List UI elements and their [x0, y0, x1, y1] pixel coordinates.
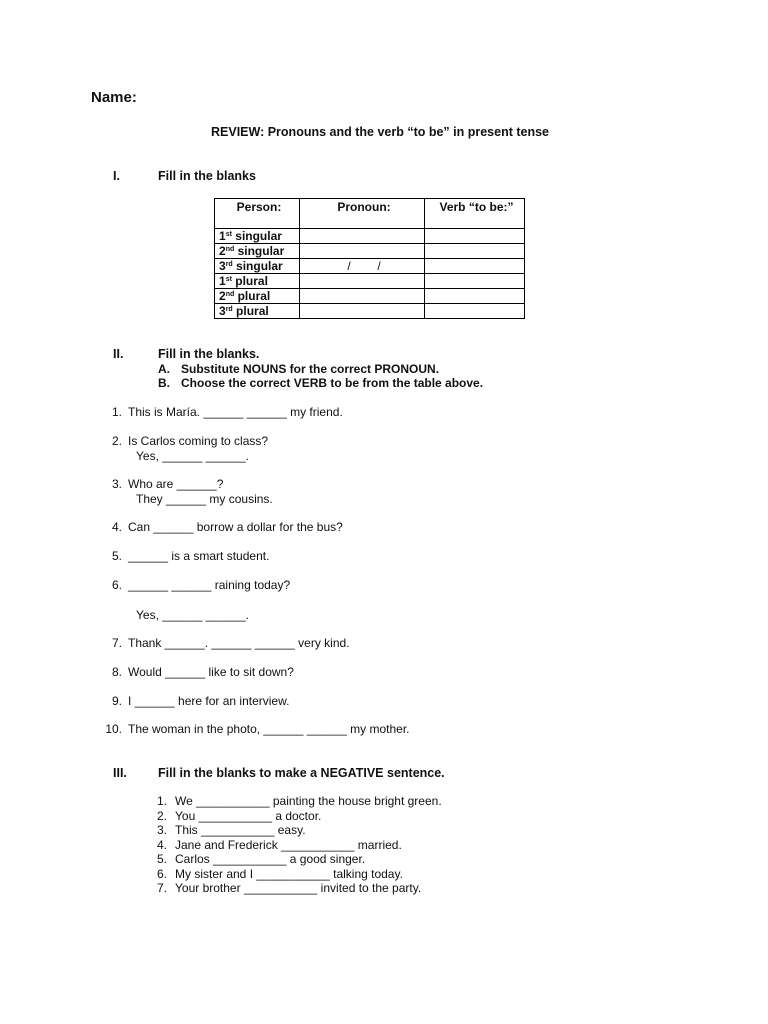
table-row [215, 289, 525, 304]
pronoun-cell[interactable] [300, 229, 425, 244]
table-row [215, 259, 525, 274]
table-header-row [215, 199, 525, 229]
table-row [215, 244, 525, 259]
section-2-title: Fill in the blanks. [158, 347, 260, 361]
question-6: 6. ______ ______ raining today? [111, 578, 291, 592]
negative-item-4: 4. Jane and Frederick ___________ married. [156, 838, 402, 852]
negative-item-3: 3. This ___________ easy. [156, 823, 306, 837]
person-cell: 3rd singular [215, 259, 300, 274]
question-1: 1. This is María. ______ ______ my friend. [111, 405, 343, 419]
question-8: 8. Would ______ like to sit down? [111, 665, 294, 679]
pronoun-cell[interactable] [300, 289, 425, 304]
header-pronoun: Pronoun: [300, 199, 425, 229]
verb-cell[interactable] [425, 304, 525, 319]
header-verb: Verb “to be:” [425, 199, 525, 229]
question-7: 7. Thank ______. ______ ______ very kind. [111, 636, 350, 650]
verb-cell[interactable] [425, 289, 525, 304]
negative-item-2: 2. You ___________ a doctor. [156, 809, 322, 823]
question-5: 5. ______ is a smart student. [111, 549, 270, 563]
question-3-line-2: They ______ my cousins. [136, 492, 273, 506]
verb-cell[interactable] [425, 229, 525, 244]
question-2-line-2: Yes, ______ ______. [136, 449, 249, 463]
header-person: Person: [215, 199, 300, 229]
page-title: REVIEW: Pronouns and the verb “to be” in present tense [211, 125, 550, 139]
verb-cell[interactable] [425, 244, 525, 259]
pronoun-cell[interactable] [300, 244, 425, 259]
table-row [215, 229, 525, 244]
person-cell: 1st plural [215, 274, 300, 289]
section-3-title: Fill in the blanks to make a NEGATIVE sentence. [158, 766, 445, 780]
question-9: 9. I ______ here for an interview. [111, 694, 290, 708]
negative-item-1: 1. We ___________ painting the house bright green. [156, 794, 442, 808]
negative-item-7: 7. Your brother ___________ invited to the party. [156, 881, 422, 895]
pronoun-cell[interactable] [300, 274, 425, 289]
person-cell: 1st singular [215, 229, 300, 244]
negative-item-5: 5. Carlos ___________ a good singer. [156, 852, 366, 866]
pronoun-cell[interactable]: / / [300, 259, 425, 274]
section-2-number: II. [113, 347, 124, 361]
question-6-line-2: Yes, ______ ______. [136, 608, 249, 622]
section-2-subitem-b: B. Choose the correct VERB to be from the table above. [158, 376, 484, 390]
table-row [215, 304, 525, 319]
section-1-title: Fill in the blanks [158, 169, 256, 183]
question-10: 10. The woman in the photo, ______ ______ my mother. [105, 722, 410, 736]
person-pronoun-verb-table [214, 198, 525, 319]
section-1-number: I. [113, 169, 120, 183]
negative-item-6: 6. My sister and I ___________ talking today. [156, 867, 403, 881]
person-cell: 2nd singular [215, 244, 300, 259]
verb-cell[interactable] [425, 259, 525, 274]
person-cell: 2nd plural [215, 289, 300, 304]
question-4: 4. Can ______ borrow a dollar for the bus? [111, 520, 343, 534]
person-cell: 3rd plural [215, 304, 300, 319]
table-row [215, 274, 525, 289]
verb-cell[interactable] [425, 274, 525, 289]
question-2: 2. Is Carlos coming to class? [111, 434, 269, 448]
section-3-number: III. [113, 766, 127, 780]
section-2-subitem-a: A. Substitute NOUNS for the correct PRONOUN. [158, 362, 440, 376]
question-3: 3. Who are ______? [111, 477, 224, 491]
name-label: Name: [91, 89, 137, 106]
pronoun-cell[interactable] [300, 304, 425, 319]
